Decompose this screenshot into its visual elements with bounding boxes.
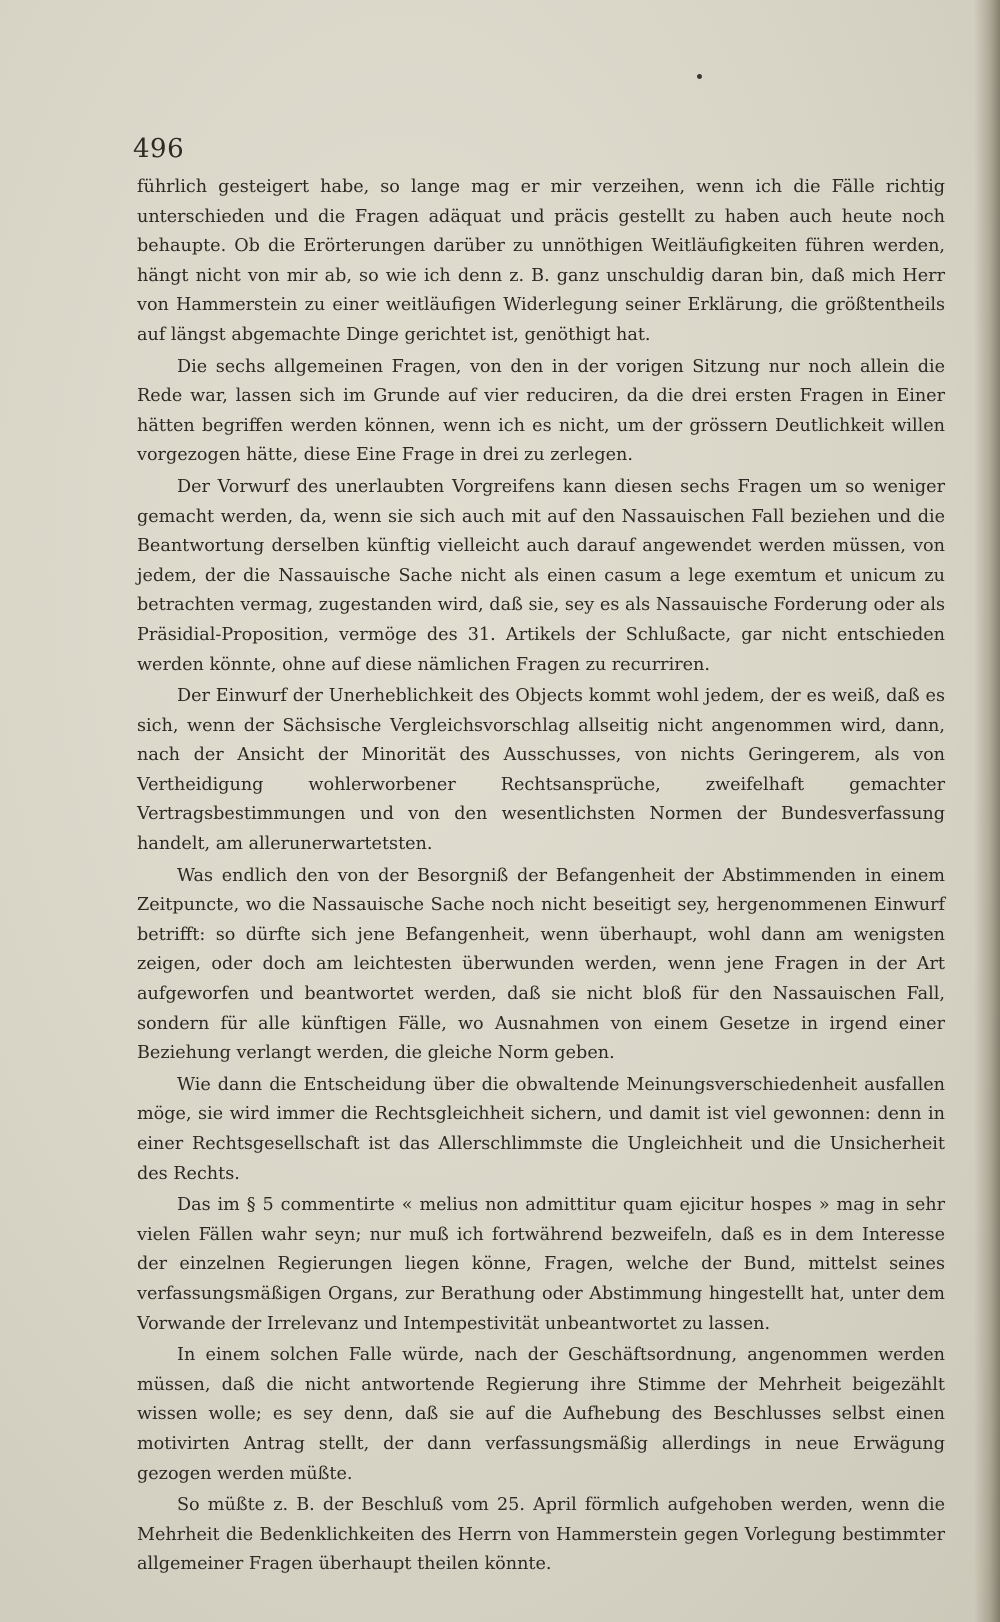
paragraph: Der Einwurf der Unerheblichkeit des Objects kommt wohl jedem, der es weiß, daß es sich, wenn der Sächsische Vergleichsvorschlag allseitig nicht angenommen wird, dann, nach der Ansicht der Minorität des Ausschusses, von nichts Geringerem, als von Vertheidigung wohlerworbener Rechtsansprüche, zweifelhaft gemachter Vertragsbestimmungen und von den wesentlichsten Normen der Bundesverfassung handelt, am allerunerwartetsten. <box>137 686 945 855</box>
paragraph: In einem solchen Falle würde, nach der Geschäftsordnung, angenommen werden müssen, daß die nicht antwortende Regierung ihre Stimme der Mehrheit beigezählt wissen wolle; es sey denn, daß sie auf die Aufhebung des Beschlusses selbst einen motivirten Antrag stellt, der dann verfassungsmäßig allerdings in neue Erwägung gezogen werden müßte. <box>137 1345 945 1484</box>
paragraph: Der Vorwurf des unerlaubten Vorgreifens kann diesen sechs Fragen um so weniger gemacht werden, da, wenn sie sich auch mit auf den Nassauischen Fall beziehen und die Beantwortung derselben künftig vielleicht auch darauf angewendet werden müssen, von jedem, der die Nassauische Sache nicht als einen casum a lege exemtum et unicum zu betrachten vermag, zugestanden wird, daß sie, sey es als Nassauische Forderung oder als Präsidial-Proposition, vermöge des 31. Artikels der Schlußacte, gar nicht entschieden werden könnte, ohne auf diese nämlichen Fragen zu recurriren. <box>137 476 945 675</box>
paragraph: Das im § 5 commentirte « melius non admittitur quam ejicitur hospes » mag in sehr vielen Fällen wahr seyn; nur muß ich fortwährend bezweifeln, daß es in dem Interesse der einzelnen Regierungen liegen könne, Fragen, welche der Bund, mittelst seines verfassungsmäßigen Organs, zur Berathung oder Abstimmung hingestellt hat, unter dem Vorwande der Irrelevanz und Intempestivität unbeantwortet zu lassen. <box>137 1195 945 1334</box>
paragraph: Was endlich den von der Besorgniß der Befangenheit der Abstimmenden in einem Zeitpuncte, wo die Nassauische Sache noch nicht beseitigt sey, hergenommenen Einwurf betrifft: so dürfte sich jene Befangenheit, wenn überhaupt, wohl dann am wenigsten zeigen, oder doch am leichtesten überwunden werden, wenn jene Fragen in der Art aufgeworfen und beantwortet werden, daß sie nicht bloß für den Nassauischen Fall, sondern für alle künftigen Fälle, wo Ausnahmen von einem Gesetze in irgend einer Beziehung verlangt werden, die gleiche Norm geben. <box>137 865 945 1064</box>
paragraph: Wie dann die Entscheidung über die obwaltende Meinungsverschiedenheit ausfallen möge, sie wird immer die Rechtsgleichheit sichern, und damit ist viel gewonnen: denn in einer Rechtsgesellschaft ist das Allerschlimmste die Ungleichheit und die Unsicherheit des Rechts. <box>137 1074 945 1184</box>
page-number: 496 <box>133 134 185 164</box>
paragraph: führlich gesteigert habe, so lange mag er mir verzeihen, wenn ich die Fälle richtig unterschieden und die Fragen adäquat und präcis gestellt zu haben auch heute noch behaupte. Ob die Erörterungen darüber zu unnöthigen Weitläufigkeiten führen werden, hängt nicht von mir ab, so wie ich denn z. B. ganz unschuldig daran bin, daß mich Herr von Hammerstein zu einer weitläufigen Widerlegung seiner Erklärung, die größtentheils auf längst abgemachte Dinge gerichtet ist, genöthigt hat. <box>137 177 945 345</box>
ink-speck <box>697 74 702 79</box>
paragraph: Die sechs allgemeinen Fragen, von den in der vorigen Sitzung nur noch allein die Rede war, lassen sich im Grunde auf vier reduciren, da die drei ersten Fragen in Einer hätten begriffen werden können, wenn ich es nicht, um der grössern Deutlichkeit willen vorgezogen hätte, diese Eine Frage in drei zu zerlegen. <box>137 356 945 466</box>
body-text <box>137 173 945 1582</box>
page-edge-shadow <box>974 0 1000 1622</box>
paragraph: So müßte z. B. der Beschluß vom 25. April förmlich aufgehoben werden, wenn die Mehrheit die Bedenklichkeiten des Herrn von Hammerstein gegen Vorlegung bestimmter allgemeiner Fragen überhaupt theilen könnte. <box>137 1495 945 1575</box>
